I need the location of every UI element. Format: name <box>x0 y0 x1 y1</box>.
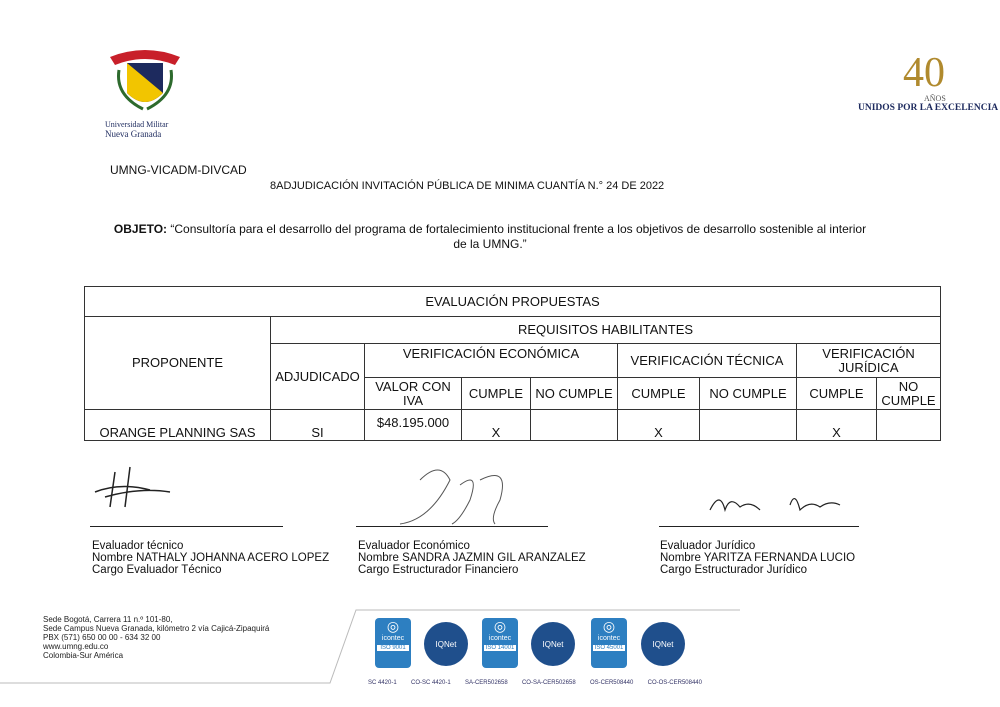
sub-header: VALOR CON IVA <box>365 378 462 410</box>
sub-header: CUMPLE <box>462 378 531 410</box>
signature-block-tecnico: Evaluador técnico Nombre NATHALY JOHANNA ACERO LOPEZ Cargo Evaluador Técnico <box>92 540 330 576</box>
sub-header: NO CUMPLE <box>700 378 797 410</box>
cert-code: CO-OS-CER508440 <box>647 680 702 686</box>
objeto-label: OBJETO: <box>113 222 168 236</box>
header-proponente: PROPONENTE <box>85 317 271 410</box>
header-ver-economica: VERIFICACIÓN ECONÓMICA <box>365 344 618 378</box>
cell-tec-no-cumple <box>700 410 797 441</box>
signature-line <box>659 526 859 527</box>
table-row <box>85 410 941 441</box>
umng-logo-text: Universidad Militar <box>105 120 169 129</box>
signature-block-economico: Evaluador Económico Nombre SANDRA JAZMIN GIL ARANZALEZ Cargo Estructurador Financiero <box>358 540 586 576</box>
signature-line <box>90 526 283 527</box>
cert-code: SA-CER502658 <box>464 680 508 686</box>
website-link[interactable]: www.umng.edu.co <box>43 642 109 651</box>
icontec-iso9001-seal: ◎ icontec ISO 9001 <box>375 618 411 668</box>
icontec-iso14001-seal: ◎ icontec ISO 14001 <box>482 618 518 668</box>
40-years-logo: 40 AÑOS UNIDOS POR LA EXCELENCIA <box>858 50 999 113</box>
cell-proponente: ORANGE PLANNING SAS <box>85 410 271 441</box>
cell-jur-cumple: X <box>797 410 877 441</box>
iqnet-seal: IQNet <box>531 622 575 666</box>
cell-adjudicado: SI <box>271 410 365 441</box>
cell-eco-no-cumple <box>531 410 618 441</box>
umng-logo: Universidad Militar Nueva Granada <box>105 45 185 137</box>
cell-jur-no-cumple <box>877 410 941 441</box>
cell-valor: $48.195.000 <box>365 410 462 441</box>
iqnet-seal: IQNet <box>424 622 468 666</box>
objeto-text: “Consultoría para el desarrollo del programa de fortalecimiento institucional frente a los objetivos de desarrollo sostenible al interior de la UMNG.” <box>170 222 867 251</box>
signature-line <box>356 526 548 527</box>
cert-code: SC 4420-1 <box>368 680 397 686</box>
document-code: UMNG-VICADM-DIVCAD <box>110 163 247 177</box>
objeto <box>110 222 870 252</box>
footer-address: Sede Bogotá, Carrera 11 n.º 101-80, Sede Campus Nueva Granada, kilómetro 2 vía Cajicá-Zipaquirá PBX (571) 650 00 00 - 634 32 00 www.umng.edu.co Colombia-Sur América <box>43 615 270 660</box>
header-ver-tecnica: VERIFICACIÓN TÉCNICA <box>618 344 797 378</box>
cert-codes <box>368 680 702 686</box>
header-adjudicado: ADJUDICADO <box>271 344 365 410</box>
cell-tec-cumple: X <box>618 410 700 441</box>
evaluation-table <box>84 286 941 441</box>
sub-header: NO CUMPLE <box>877 378 941 410</box>
sub-header: CUMPLE <box>618 378 700 410</box>
signature-economico <box>360 460 540 526</box>
cert-code: CO-SA-CER502658 <box>521 680 576 686</box>
header-requisitos: REQUISITOS HABILITANTES <box>271 317 941 344</box>
header-ver-juridica: VERIFICACIÓN JURÍDICA <box>797 344 941 378</box>
icontec-iso45001-seal: ◎ icontec ISO 45001 <box>591 618 627 668</box>
cell-eco-cumple: X <box>462 410 531 441</box>
document-title: 8ADJUDICACIÓN INVITACIÓN PÚBLICA DE MINIMA CUANTÍA N.° 24 DE 2022 <box>270 180 665 192</box>
sub-header: CUMPLE <box>797 378 877 410</box>
cert-code: CO-SC 4420-1 <box>410 680 451 686</box>
cert-code: OS-CER508440 <box>589 680 634 686</box>
signature-tecnico <box>90 462 180 512</box>
iqnet-seal: IQNet <box>641 622 685 666</box>
signature-block-juridico: Evaluador Jurídico Nombre YARITZA FERNANDA LUCIO Cargo Estructurador Jurídico <box>660 540 856 576</box>
table-title: EVALUACIÓN PROPUESTAS <box>85 287 941 317</box>
signature-juridico <box>700 485 860 520</box>
sub-header: NO CUMPLE <box>531 378 618 410</box>
